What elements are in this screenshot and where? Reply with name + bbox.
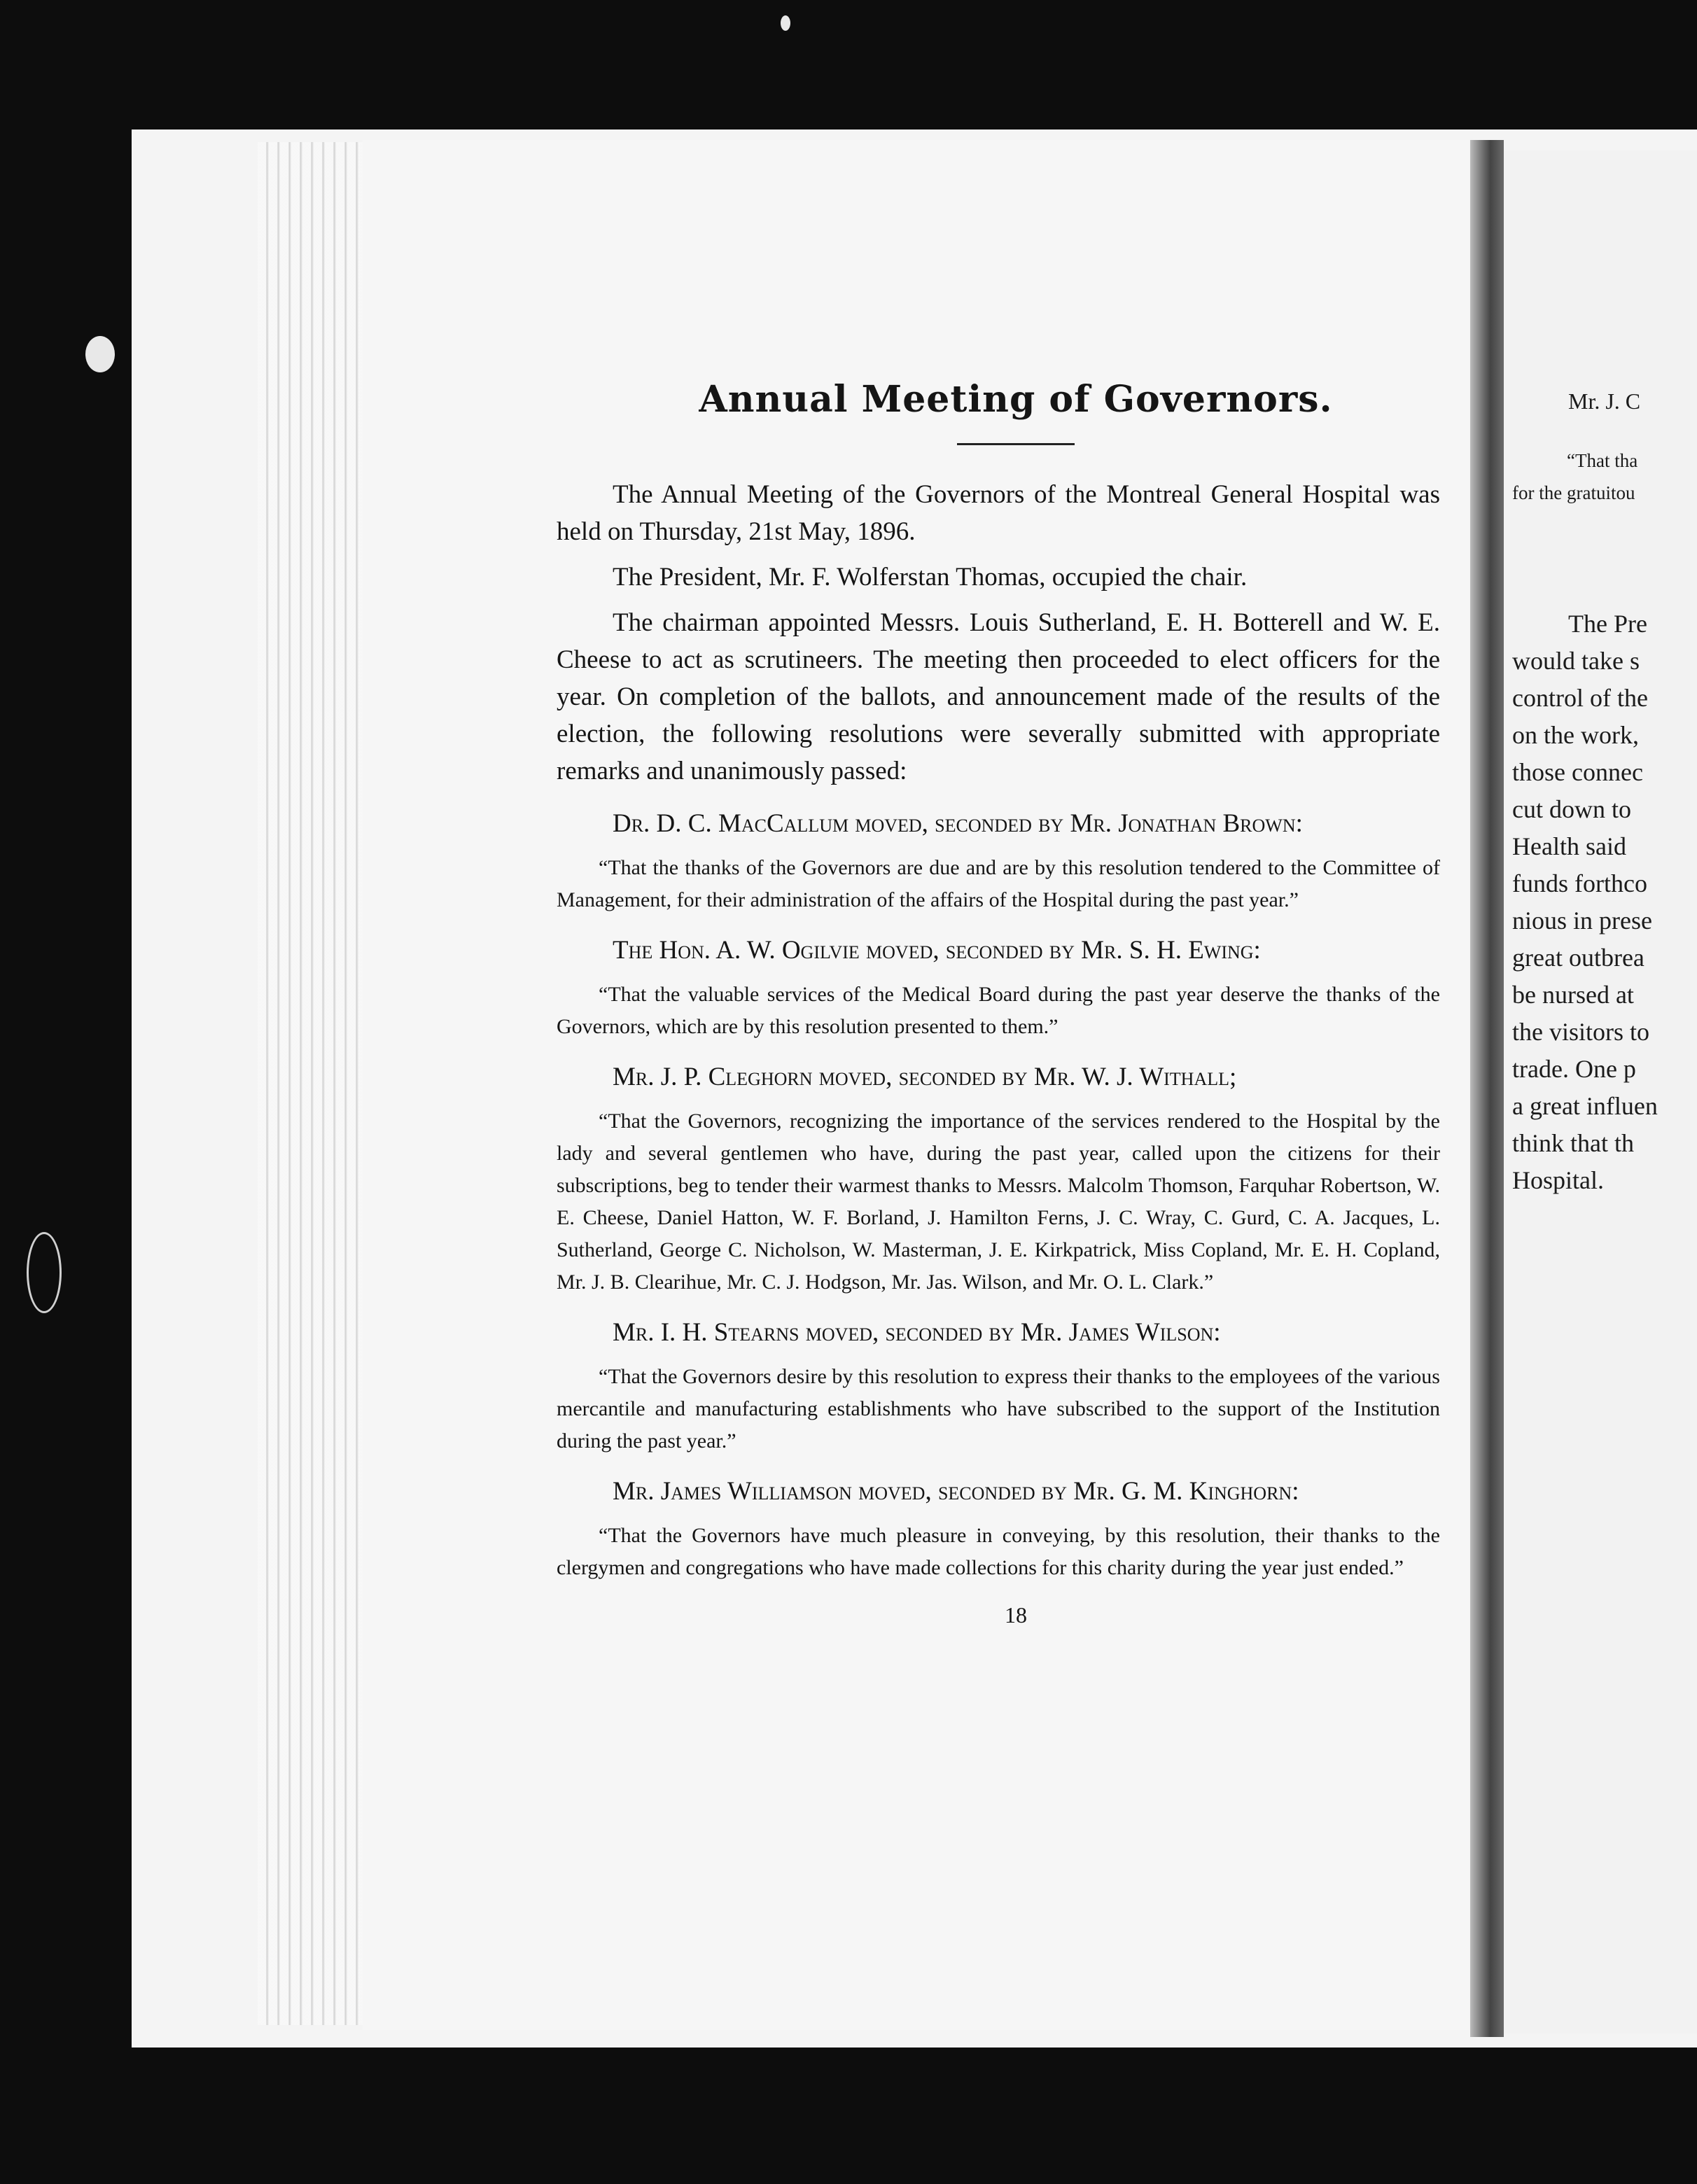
facing-body-line: trade. One p xyxy=(1512,1055,1636,1083)
facing-body-line: great outbrea xyxy=(1512,944,1644,972)
facing-page xyxy=(1504,150,1697,2033)
intro-paragraph: The Annual Meeting of the Governors of the Montreal General Hospital was held on Thursday, 21st May, 1896. xyxy=(557,480,1440,546)
resolution-quote: “That the thanks of the Governors are due and are by this resolution tendered to the Committee of Management, for their administration of the affairs of the Hospital during the past year.” xyxy=(557,856,1440,911)
intro-paragraph: The chairman appointed Messrs. Louis Sutherland, E. H. Botterell and W. E. Cheese to act as scrutineers. The meeting then proceeded to elect officers for the year. On completion of the ballots, and announcement made of the results of the election, the following resolutions were severally submitted with appropriate remarks and unanimously passed: xyxy=(557,608,1440,785)
facing-page-heading: Mr. J. C xyxy=(1568,388,1641,414)
page-title: Annual Meeting of Governors. xyxy=(699,378,1333,421)
facing-body-line: The Pre xyxy=(1568,610,1647,638)
facing-body-line: control of the xyxy=(1512,684,1648,712)
resolution-motion: Mr. James Williamson moved, seconded by Mr. G. M. Kinghorn: xyxy=(613,1477,1299,1506)
scan-speck xyxy=(27,1232,62,1313)
title-rule xyxy=(957,443,1075,445)
facing-body-line: nious in prese xyxy=(1512,906,1652,934)
facing-body-line: Hospital. xyxy=(1512,1166,1604,1194)
facing-body-line: those connec xyxy=(1512,758,1643,786)
facing-body-line: cut down to xyxy=(1512,795,1631,823)
facing-body-line: a great influen xyxy=(1512,1092,1658,1120)
resolution-quote: “That the valuable services of the Medical Board during the past year deserve the thanks of the Governors, which are by this resolution presented to them.” xyxy=(557,983,1440,1038)
scan-speck xyxy=(781,15,790,31)
resolution-quote: “That the Governors desire by this resolution to express their thanks to the employees of the various mercantile and manufacturing establishments who have subscribed to the support of the Institution during the past year.” xyxy=(557,1365,1440,1452)
resolution-motion: Mr. J. P. Cleghorn moved, seconded by Mr. W. J. Withall; xyxy=(613,1063,1237,1091)
resolution-motion: Dr. D. C. MacCallum moved, seconded by Mr. Jonathan Brown: xyxy=(613,809,1303,838)
resolution-motion: The Hon. A. W. Ogilvie moved, seconded by Mr. S. H. Ewing: xyxy=(613,936,1261,965)
facing-body-line: think that th xyxy=(1512,1129,1634,1157)
intro-paragraph: The President, Mr. F. Wolferstan Thomas, occupied the chair. xyxy=(613,563,1248,592)
facing-page-body xyxy=(1512,606,1658,1199)
facing-quote-line: for the gratuitou xyxy=(1512,482,1635,503)
facing-body-line: be nursed at xyxy=(1512,981,1634,1009)
facing-body-line: on the work, xyxy=(1512,721,1639,749)
scan-speck xyxy=(85,336,115,372)
facing-body-line: Health said xyxy=(1512,832,1626,860)
page-edges xyxy=(258,142,370,2025)
facing-body-line: would take s xyxy=(1512,647,1640,675)
resolution-quote: “That the Governors, recognizing the importance of the services rendered to the Hospital by the lady and several gentlemen who have, during the past year, called upon the citizens for their subscriptions, beg to tender their warmest thanks to Messrs. Malcolm Thomson, Farquhar Robertson, W. E. Cheese, Daniel Hatton, W. F. Borland, J. Hamilton Ferns, J. C. Wray, C. Gurd, C. A. Jacques, L. Sutherland, George C. Nicholson, W. Masterman, J. E. Kirkpatrick, Miss Copland, Mr. E. H. Copland, Mr. J. B. Clearihue, Mr. C. J. Hodgson, Mr. Jas. Wilson, and Mr. O. L. Clark.” xyxy=(557,1110,1440,1294)
facing-body-line: funds forthco xyxy=(1512,869,1647,897)
document-content xyxy=(557,378,1440,1628)
resolution-quote: “That the Governors have much pleasure in conveying, by this resolution, their thanks to the clergymen and congregations who have made collections for this charity during the year just ended.” xyxy=(557,1524,1440,1579)
book-gutter xyxy=(1470,140,1504,2037)
facing-page-quote xyxy=(1512,444,1637,509)
facing-quote-line: “That tha xyxy=(1567,450,1638,471)
resolution-motion: Mr. I. H. Stearns moved, seconded by Mr. James Wilson: xyxy=(613,1318,1221,1347)
facing-body-line: the visitors to xyxy=(1512,1018,1649,1046)
page-number: 18 xyxy=(1005,1602,1027,1628)
